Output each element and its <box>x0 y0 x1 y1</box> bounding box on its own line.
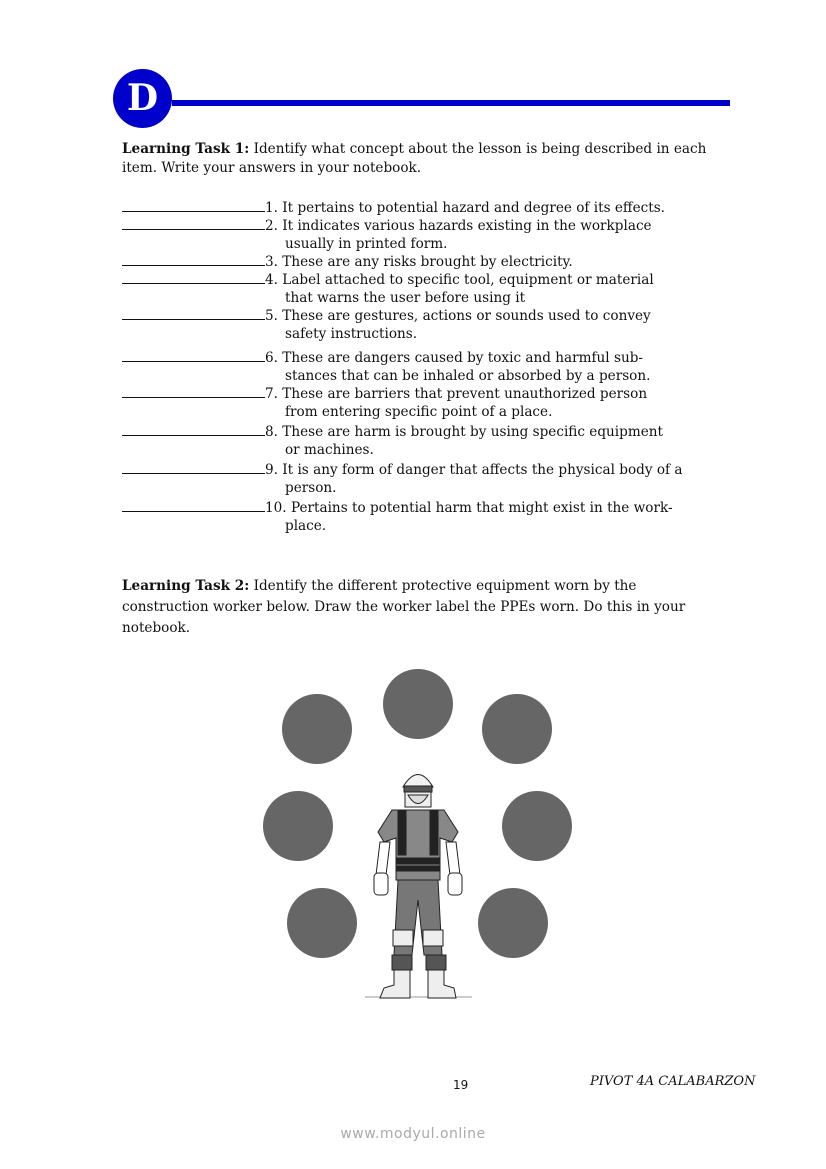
question-text: 10. Pertains to potential harm that might exist in the work- <box>265 500 673 516</box>
label-circle <box>383 669 453 739</box>
question-text: 3. These are any risks brought by electricity. <box>265 254 573 270</box>
label-circle <box>502 791 572 861</box>
construction-worker-illustration <box>365 775 472 999</box>
task2-label: Learning Task 2: <box>122 578 250 594</box>
question-text: 4. Label attached to specific tool, equipment or material <box>265 272 654 288</box>
watermark: www.modyul.online <box>340 1126 486 1142</box>
task1-label: Learning Task 1: <box>122 141 250 157</box>
question-text-continued: usually in printed form. <box>285 236 448 252</box>
question-text-continued: that warns the user before using it <box>285 290 526 306</box>
question-text-continued: place. <box>285 518 327 534</box>
label-circle <box>282 694 352 764</box>
question-text-continued: safety instructions. <box>285 326 418 342</box>
question-text: 9. It is any form of danger that affects the physical body of a <box>265 462 683 478</box>
question-text: 8. These are harm is brought by using specific equipment <box>265 424 664 440</box>
question-text: 5. These are gestures, actions or sounds used to convey <box>265 308 651 324</box>
label-circle <box>263 791 333 861</box>
label-circle <box>478 888 548 958</box>
label-circle <box>287 888 357 958</box>
question-text-continued: or machines. <box>285 442 374 458</box>
section-badge: D <box>113 69 172 128</box>
page-number: 19 <box>453 1078 469 1092</box>
question-text: 1. It pertains to potential hazard and degree of its effects. <box>265 200 666 216</box>
question-text: 2. It indicates various hazards existing in the workplace <box>265 218 652 234</box>
question-text: 6. These are dangers caused by toxic and harmful sub- <box>265 350 643 366</box>
question-text-continued: stances that can be inhaled or absorbed by a person. <box>285 368 651 384</box>
task2-text: Identify the different protective equipment worn by the construction worker below. Draw the worker label the PPEs worn. Do this in your notebook. <box>122 578 686 636</box>
question-text-continued: from entering specific point of a place. <box>285 404 553 420</box>
question-text-continued: person. <box>285 480 337 496</box>
task1-text: Identify what concept about the lesson is being described in each item. Write your answers in your notebook. <box>122 141 707 176</box>
question-text: 7. These are barriers that prevent unauthorized person <box>265 386 648 402</box>
publisher-footer: PIVOT 4A CALABARZON <box>590 1074 756 1089</box>
label-circle <box>482 694 552 764</box>
